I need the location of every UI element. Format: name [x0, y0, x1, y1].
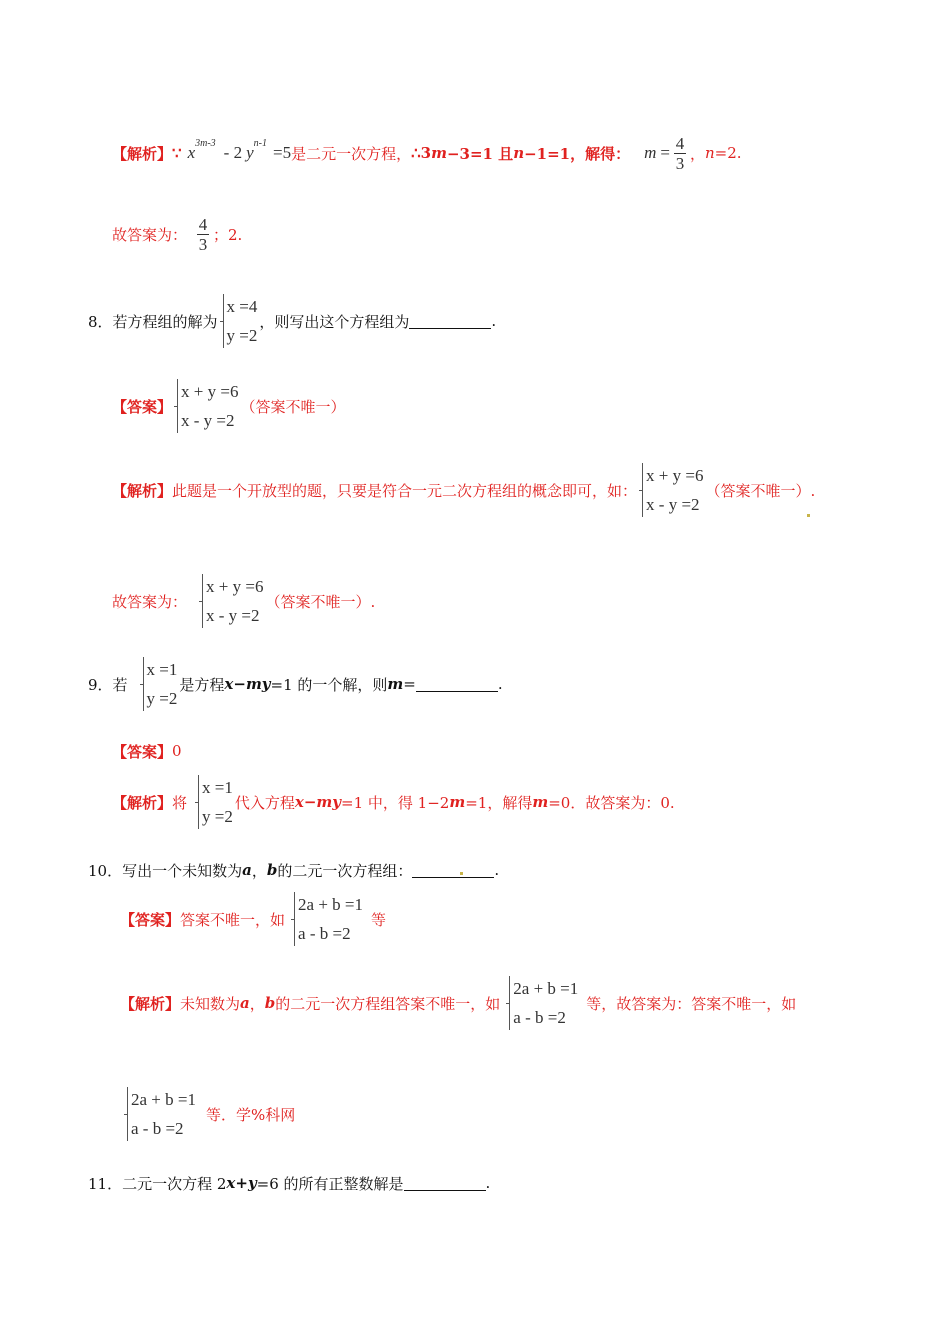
- fraction-four-thirds: [674, 134, 686, 173]
- solution-tag: 【解析】: [112, 144, 173, 163]
- left-brace-icon: [220, 292, 227, 350]
- expr-exponent-1: 3m-3: [195, 137, 216, 149]
- system-lines: [298, 890, 363, 948]
- question-text: =6 的所有正整数解是: [256, 1174, 404, 1193]
- question-11: [88, 1170, 490, 1196]
- solution-10-continued: [122, 1084, 295, 1144]
- answer-blank: [416, 677, 498, 692]
- system-lines: [131, 1085, 196, 1143]
- answer-note: （答案不唯一）: [240, 397, 346, 416]
- system-line-1: x + y =6: [206, 577, 264, 596]
- var-m-solution: m: [644, 143, 657, 162]
- expr-equals: =5: [272, 143, 292, 162]
- question-text-2: =1 的一个解，则: [270, 675, 388, 694]
- expr-exponent-2: n-1: [253, 137, 267, 149]
- system-lines: [227, 292, 258, 350]
- equation-system: [291, 890, 363, 948]
- answer-prefix: 故答案为：: [112, 592, 188, 611]
- left-brace-icon: [174, 377, 181, 435]
- var-m: m: [387, 675, 404, 693]
- question-number: 11．二元一次方程 2: [88, 1174, 227, 1193]
- system-line-1: x =4: [226, 297, 258, 316]
- question-8: [88, 291, 496, 351]
- solution-9: [112, 772, 675, 832]
- answer-tag: 【答案】: [112, 397, 173, 416]
- fraction-denominator: 3: [675, 153, 685, 173]
- var-b: b: [266, 861, 278, 879]
- question-text-1: 是方程: [179, 675, 225, 694]
- var-n: n: [513, 144, 525, 162]
- answer-tail: 等: [371, 910, 387, 929]
- var-n-solution: n: [705, 144, 715, 162]
- system-line-2: x - y =2: [646, 495, 700, 514]
- answer-blank: [404, 1176, 486, 1191]
- system-lines: [202, 773, 233, 831]
- answer-summary-7: [112, 211, 242, 257]
- minus: −: [303, 793, 317, 811]
- var-y: y: [247, 1174, 257, 1192]
- system-line-1: x =1: [146, 660, 178, 679]
- answer-tail: ；2.: [213, 225, 243, 244]
- solution-text-1: 代入方程: [234, 793, 295, 812]
- system-line-1: x =1: [202, 778, 233, 797]
- equation-system: [174, 377, 238, 435]
- therefore-symbol: ∴3: [411, 144, 432, 162]
- question-10: [88, 857, 499, 883]
- var-x: x: [294, 793, 304, 811]
- text-eq1: −3=1 且: [446, 144, 514, 163]
- question-end: .: [491, 312, 497, 330]
- question-end: .: [497, 675, 503, 693]
- comma: ，: [689, 144, 705, 163]
- solution-text-0: 将: [172, 793, 188, 812]
- var-m: m: [449, 793, 466, 811]
- left-brace-icon: [639, 461, 646, 519]
- system-line-2: a - b =2: [513, 1008, 566, 1027]
- system-line-2: y =2: [202, 807, 233, 826]
- system-line-1: 2a + b =1: [298, 895, 364, 914]
- left-brace-icon: [140, 655, 147, 713]
- answer-8: [112, 376, 345, 436]
- comma: ，: [251, 861, 267, 880]
- answer-note: （答案不唯一）.: [265, 592, 376, 611]
- system-line-1: 2a + b =1: [131, 1090, 196, 1109]
- question-end: .: [494, 861, 500, 879]
- equation-system: [639, 461, 703, 519]
- var-my: my: [245, 675, 271, 693]
- system-line-2: a - b =2: [131, 1119, 184, 1138]
- expr-y: y: [246, 143, 254, 162]
- fraction-numerator: 4: [675, 133, 685, 153]
- system-line-2: a - b =2: [298, 924, 351, 943]
- answer-summary-8: [112, 571, 375, 631]
- var-m-solution: m: [532, 793, 549, 811]
- question-end: .: [485, 1174, 491, 1192]
- answer-blank: [409, 314, 491, 329]
- answer-9: [112, 738, 182, 764]
- system-line-2: y =2: [226, 326, 258, 345]
- system-line-1: x + y =6: [181, 382, 239, 401]
- answer-value: 0: [172, 742, 182, 760]
- system-lines: [513, 974, 578, 1032]
- var-x: x: [226, 1174, 236, 1192]
- left-brace-icon: [291, 890, 298, 948]
- fraction-four-thirds: [197, 215, 209, 254]
- system-lines: [181, 377, 238, 435]
- system-line-2: x - y =2: [206, 606, 260, 625]
- equation-system: [506, 974, 578, 1032]
- var-a: a: [240, 994, 250, 1012]
- question-number: 10．写出一个未知数为: [88, 861, 243, 880]
- system-line-1: 2a + b =1: [513, 979, 579, 998]
- left-brace-icon: [199, 572, 206, 630]
- solution-tag: 【解析】: [120, 994, 181, 1013]
- var-b: b: [264, 994, 276, 1012]
- answer-tag: 【答案】: [120, 910, 181, 929]
- solution-text-2: 的二元一次方程组答案不唯一，如: [275, 994, 501, 1013]
- solution-line-7: [112, 130, 742, 176]
- equation-system: [195, 773, 233, 831]
- var-x: x: [224, 675, 234, 693]
- solution-text-2: =1 中，得 1−2: [341, 793, 450, 812]
- system-lines: [646, 461, 703, 519]
- system-line-2: x - y =2: [181, 411, 235, 430]
- solution-tag: 【解析】: [112, 793, 173, 812]
- plus: +: [235, 1174, 248, 1192]
- left-brace-icon: [506, 974, 513, 1032]
- system-lines: [206, 572, 263, 630]
- equals-sign: =: [660, 143, 670, 162]
- expr-minus: - 2: [223, 143, 243, 162]
- solution-tail: 等，故答案为：答案不唯一，如: [586, 994, 797, 1013]
- because-symbol: ∵: [172, 144, 182, 162]
- stray-mark: [807, 514, 810, 517]
- question-number: 9．若: [88, 675, 128, 694]
- question-9: [88, 654, 503, 714]
- fraction-numerator: 4: [198, 214, 208, 234]
- equation-system: [199, 572, 263, 630]
- solution-text: 此题是一个开放型的题，只要是符合一元二次方程组的概念即可，如：: [172, 481, 638, 500]
- answer-tag: 【答案】: [112, 742, 173, 761]
- equation-system: [124, 1085, 196, 1143]
- equation-system: [220, 292, 258, 350]
- solution-note: （答案不唯一）.: [705, 481, 816, 500]
- question-number: 8．若方程组的解为: [88, 312, 218, 331]
- system-line-1: x + y =6: [646, 466, 704, 485]
- var-a: a: [242, 861, 252, 879]
- left-brace-icon: [195, 773, 202, 831]
- answer-prefix: 故答案为：: [112, 225, 188, 244]
- expr-x: x: [187, 143, 196, 162]
- solution-8: [112, 460, 815, 520]
- question-text: ，则写出这个方程组为: [259, 312, 410, 331]
- system-lines: [147, 655, 178, 713]
- solution-text-4: =0．故答案为：0.: [548, 793, 675, 812]
- text-binary-linear: 是二元一次方程，: [291, 144, 412, 163]
- solution-tail: 等．学%科网: [205, 1105, 296, 1124]
- equation-system: [140, 655, 178, 713]
- var-m: m: [431, 144, 447, 162]
- var-my: my: [316, 793, 342, 811]
- question-text-3: =: [403, 675, 416, 693]
- left-brace-icon: [124, 1085, 131, 1143]
- fraction-denominator: 3: [198, 234, 208, 254]
- answer-10: [120, 889, 386, 949]
- solution-10: [120, 973, 796, 1033]
- question-text: 的二元一次方程组：: [277, 861, 413, 880]
- solution-text-1: 未知数为: [180, 994, 241, 1013]
- answer-blank: [412, 863, 494, 878]
- comma: ，: [249, 994, 265, 1013]
- minus: −: [233, 675, 246, 693]
- text-eq2: −1=1，解得：: [524, 144, 631, 163]
- solution-text-3: =1，解得: [465, 793, 533, 812]
- system-line-2: y =2: [146, 689, 178, 708]
- solution-tag: 【解析】: [112, 481, 173, 500]
- answer-text: 答案不唯一，如: [180, 910, 286, 929]
- n-value: =2.: [714, 144, 742, 162]
- stray-mark: [460, 872, 463, 875]
